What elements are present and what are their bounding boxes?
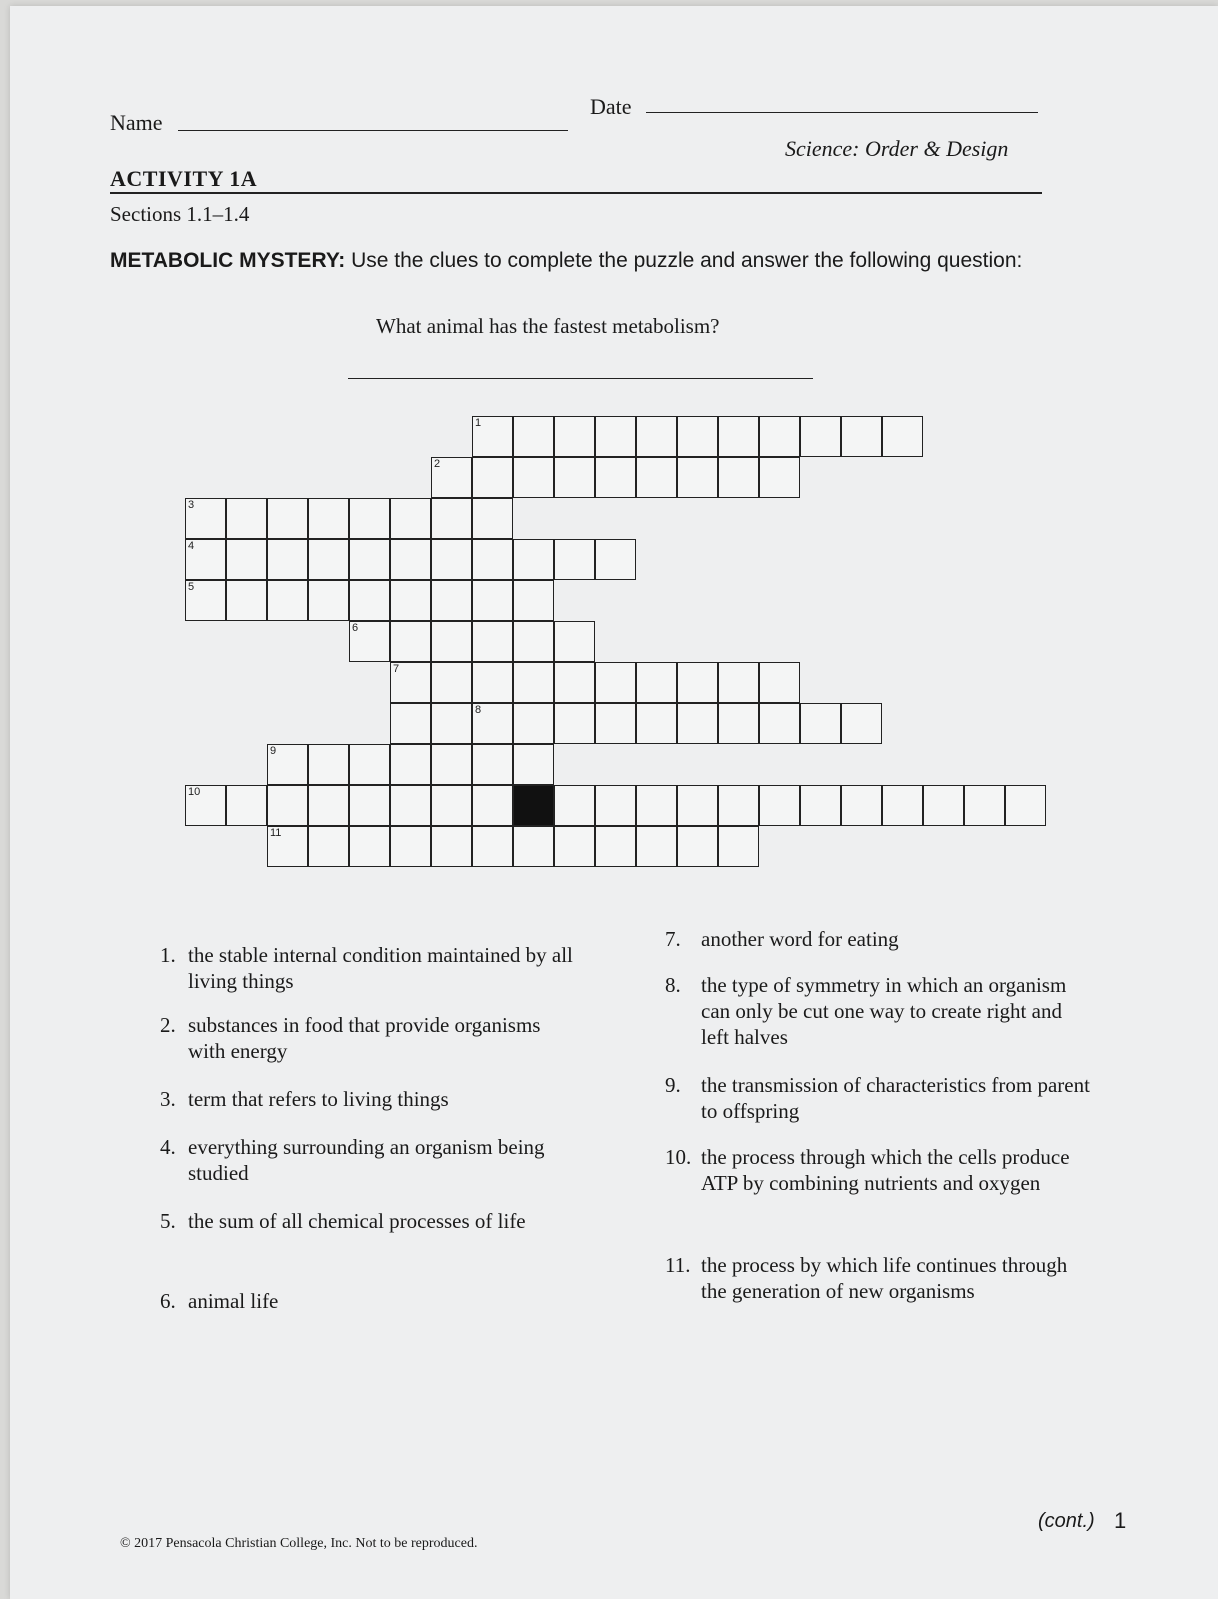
crossword-cell[interactable] [513, 703, 554, 744]
crossword-cell[interactable] [923, 785, 964, 826]
crossword-cell[interactable] [472, 416, 513, 457]
clue-text: the stable internal condition maintained by all living things [188, 943, 573, 993]
crossword-cell[interactable] [185, 785, 226, 826]
crossword-cell[interactable] [513, 621, 554, 662]
crossword-cell[interactable] [882, 785, 923, 826]
crossword-cell[interactable] [513, 457, 554, 498]
worksheet-page [10, 6, 1218, 1599]
crossword-cell[interactable] [677, 785, 718, 826]
crossword-cell[interactable] [513, 416, 554, 457]
instructions-title: METABOLIC MYSTERY: [110, 249, 346, 272]
mystery-question: What animal has the fastest metabolism? [376, 314, 720, 338]
crossword-cell[interactable] [1005, 785, 1046, 826]
crossword-cell[interactable] [267, 744, 308, 785]
crossword-cell[interactable] [513, 580, 554, 621]
clue-text: substances in food that provide organisms with energy [188, 1013, 541, 1063]
crossword-cell[interactable] [431, 826, 472, 867]
page-number: 1 [1114, 1508, 1127, 1533]
name-line[interactable] [178, 130, 568, 131]
clue-number: 10. [665, 1145, 692, 1169]
clue-number: 4. [160, 1135, 176, 1159]
crossword-cell[interactable] [800, 785, 841, 826]
crossword-cell[interactable] [431, 621, 472, 662]
clue-number: 5. [160, 1209, 176, 1233]
name-label: Name [110, 110, 163, 135]
clue-item [160, 1208, 580, 1234]
crossword-cell[interactable] [636, 416, 677, 457]
crossword-cell[interactable] [431, 703, 472, 744]
crossword-cell[interactable] [308, 785, 349, 826]
crossword-cell[interactable] [390, 580, 431, 621]
crossword-cell[interactable] [472, 457, 513, 498]
crossword-cell[interactable] [349, 498, 390, 539]
clue-text: the process through which the cells produce ATP by combining nutrients and oxygen [701, 1145, 1070, 1195]
clue-item [665, 1144, 1095, 1196]
clue-number: 8. [665, 973, 681, 997]
crossword-cell[interactable] [267, 785, 308, 826]
clue-number: 3. [160, 1087, 176, 1111]
crossword-black-cell [513, 785, 554, 826]
crossword-cell[interactable] [595, 662, 636, 703]
clue-number: 10 [188, 786, 201, 798]
copyright: © 2017 Pensacola Christian College, Inc. Not to be reproduced. [120, 1536, 478, 1551]
crossword-cell[interactable] [390, 826, 431, 867]
clue-number: 9 [270, 745, 277, 757]
crossword-cell[interactable] [226, 498, 267, 539]
crossword-cell[interactable] [759, 416, 800, 457]
crossword-cell[interactable] [882, 416, 923, 457]
crossword-cell[interactable] [185, 539, 226, 580]
date-label: Date [590, 94, 632, 119]
header-rule [110, 192, 1042, 194]
crossword-cell[interactable] [677, 703, 718, 744]
crossword-cell[interactable] [513, 826, 554, 867]
crossword-cell[interactable] [841, 785, 882, 826]
crossword-cell[interactable] [595, 785, 636, 826]
crossword-cell[interactable] [431, 662, 472, 703]
clue-text: the type of symmetry in which an organism can only be cut one way to create right and left halves [701, 973, 1067, 1049]
crossword-cell[interactable] [636, 785, 677, 826]
crossword-cell[interactable] [472, 621, 513, 662]
crossword-cell[interactable] [226, 580, 267, 621]
clue-number: 1. [160, 943, 176, 967]
crossword-cell[interactable] [308, 539, 349, 580]
crossword-cell[interactable] [308, 498, 349, 539]
clue-number: 7 [393, 663, 400, 675]
crossword-cell[interactable] [677, 416, 718, 457]
crossword-cell[interactable] [513, 662, 554, 703]
crossword-cell[interactable] [554, 457, 595, 498]
crossword-cell[interactable] [636, 662, 677, 703]
crossword-cell[interactable] [431, 785, 472, 826]
clue-text: term that refers to living things [188, 1087, 449, 1111]
crossword-cell[interactable] [472, 703, 513, 744]
clue-text: another word for eating [701, 927, 899, 951]
crossword-cell[interactable] [472, 539, 513, 580]
crossword-cell[interactable] [677, 457, 718, 498]
clue-number: 5 [188, 581, 195, 593]
crossword-cell[interactable] [267, 580, 308, 621]
clue-number: 3 [188, 499, 195, 511]
crossword-cell[interactable] [964, 785, 1005, 826]
crossword-cell[interactable] [267, 826, 308, 867]
crossword-cell[interactable] [472, 662, 513, 703]
crossword-cell[interactable] [308, 826, 349, 867]
clue-item [665, 1072, 1095, 1124]
date-line[interactable] [646, 112, 1038, 113]
answer-line[interactable] [348, 378, 813, 379]
clue-number: 11. [665, 1253, 691, 1277]
crossword-cell[interactable] [185, 580, 226, 621]
crossword-cell[interactable] [554, 826, 595, 867]
crossword-cell[interactable] [431, 498, 472, 539]
crossword-cell[interactable] [554, 539, 595, 580]
clue-number: 8 [475, 704, 482, 716]
crossword-cell[interactable] [759, 662, 800, 703]
crossword-cell[interactable] [759, 457, 800, 498]
crossword-cell[interactable] [349, 621, 390, 662]
clue-text: animal life [188, 1289, 279, 1313]
sections-label: Sections 1.1–1.4 [110, 202, 250, 226]
crossword-cell[interactable] [677, 826, 718, 867]
crossword-cell[interactable] [759, 703, 800, 744]
crossword-cell[interactable] [431, 580, 472, 621]
crossword-cell[interactable] [677, 662, 718, 703]
crossword-cell[interactable] [185, 498, 226, 539]
crossword-cell[interactable] [554, 416, 595, 457]
clue-number: 11 [270, 827, 282, 839]
crossword-cell[interactable] [595, 826, 636, 867]
crossword-cell[interactable] [226, 539, 267, 580]
crossword-cell[interactable] [841, 416, 882, 457]
crossword-cell[interactable] [800, 703, 841, 744]
clue-number: 4 [188, 540, 195, 552]
clue-item [160, 1288, 580, 1314]
activity-title: ACTIVITY 1A [110, 166, 258, 191]
crossword-cell[interactable] [718, 703, 759, 744]
crossword-cell[interactable] [841, 703, 882, 744]
crossword-cell[interactable] [595, 457, 636, 498]
crossword-cell[interactable] [554, 785, 595, 826]
crossword-cell[interactable] [267, 539, 308, 580]
crossword-cell[interactable] [390, 703, 431, 744]
clue-number: 6 [352, 622, 359, 634]
clue-text: the transmission of characteristics from parent to offspring [701, 1073, 1090, 1123]
clue-number: 1 [475, 417, 482, 429]
crossword-cell[interactable] [390, 498, 431, 539]
crossword-cell[interactable] [718, 416, 759, 457]
crossword-cell[interactable] [636, 826, 677, 867]
crossword-cell[interactable] [390, 662, 431, 703]
clue-item [160, 1012, 580, 1064]
crossword-cell[interactable] [431, 457, 472, 498]
crossword-cell[interactable] [718, 457, 759, 498]
crossword-cell[interactable] [718, 826, 759, 867]
crossword-cell[interactable] [226, 785, 267, 826]
crossword-cell[interactable] [595, 416, 636, 457]
crossword-cell[interactable] [759, 785, 800, 826]
clue-number: 6. [160, 1289, 176, 1313]
crossword-cell[interactable] [554, 621, 595, 662]
crossword-cell[interactable] [390, 539, 431, 580]
crossword-cell[interactable] [718, 785, 759, 826]
clue-number: 2 [434, 458, 441, 470]
clue-item [160, 942, 580, 994]
crossword-cell[interactable] [472, 498, 513, 539]
crossword-cell[interactable] [349, 785, 390, 826]
crossword-cell[interactable] [636, 457, 677, 498]
clue-item [665, 972, 1095, 1050]
instructions-text: Use the clues to complete the puzzle and answer the following question: [351, 249, 1023, 272]
course-title: Science: Order & Design [785, 136, 1009, 161]
crossword-cell[interactable] [513, 744, 554, 785]
crossword-cell[interactable] [390, 785, 431, 826]
crossword-cell[interactable] [636, 703, 677, 744]
crossword-grid [185, 416, 1045, 886]
crossword-cell[interactable] [431, 744, 472, 785]
crossword-cell[interactable] [595, 703, 636, 744]
clue-number: 9. [665, 1073, 681, 1097]
clue-item [160, 1134, 580, 1186]
crossword-cell[interactable] [349, 744, 390, 785]
clue-number: 2. [160, 1013, 176, 1037]
clue-text: the process by which life continues through the generation of new organisms [701, 1253, 1068, 1303]
cont-label: (cont.) [1038, 1510, 1095, 1532]
clue-item [665, 926, 1095, 952]
clue-text: the sum of all chemical processes of life [188, 1209, 526, 1233]
crossword-cell[interactable] [554, 662, 595, 703]
crossword-cell[interactable] [308, 580, 349, 621]
crossword-cell[interactable] [349, 580, 390, 621]
clue-text: everything surrounding an organism being studied [188, 1135, 545, 1185]
crossword-cell[interactable] [431, 539, 472, 580]
crossword-cell[interactable] [554, 703, 595, 744]
crossword-cell[interactable] [513, 539, 554, 580]
crossword-cell[interactable] [267, 498, 308, 539]
crossword-cell[interactable] [472, 744, 513, 785]
crossword-cell[interactable] [349, 539, 390, 580]
crossword-cell[interactable] [472, 785, 513, 826]
instructions [110, 246, 1030, 276]
crossword-cell[interactable] [472, 580, 513, 621]
crossword-cell[interactable] [595, 539, 636, 580]
crossword-cell[interactable] [800, 416, 841, 457]
crossword-cell[interactable] [472, 826, 513, 867]
clue-item [160, 1086, 580, 1112]
crossword-cell[interactable] [718, 662, 759, 703]
crossword-cell[interactable] [390, 621, 431, 662]
crossword-cell[interactable] [308, 744, 349, 785]
clue-item [665, 1252, 1095, 1304]
crossword-cell[interactable] [390, 744, 431, 785]
crossword-cell[interactable] [349, 826, 390, 867]
clue-number: 7. [665, 927, 681, 951]
